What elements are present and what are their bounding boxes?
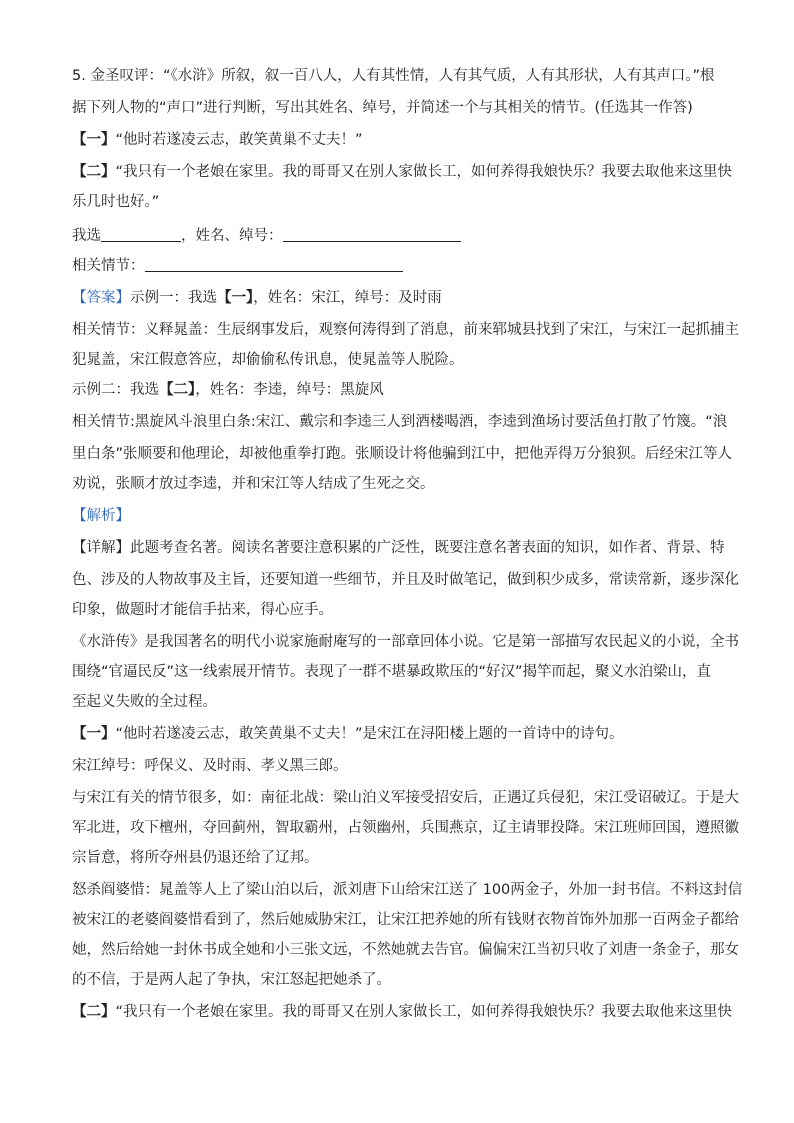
analysis-p2-2: 围绕“官逼民反”这一线索展开情节。表现了一群不堪暴政欺压的“好汉”揭竿而起，聚义水泊梁山，直 — [72, 664, 712, 680]
analysis-p7-text: “我只有一个老娘在家里。我的哥哥又在别人家做长工，如何养得我娘快乐？我要去取他来这里快 — [115, 1004, 733, 1020]
analysis-p2-1: 《水浒传》是我国著名的明代小说家施耐庵写的一部章回体小说。它是第一部描写农民起义的小说，全书 — [72, 634, 739, 650]
example-one-plot-2: 犯晁盖，宋江假意答应，却偷偷私传讯息，使晁盖等人脱险。 — [72, 352, 464, 368]
answer-tag: 【答案】 — [72, 290, 130, 306]
option-one — [72, 130, 363, 150]
analysis-p7-tag: 【二】 — [72, 1004, 116, 1020]
fill-name-label: ，姓名、绰号： — [181, 228, 283, 244]
analysis-p3-tag: 【一】 — [72, 726, 116, 742]
option-two — [72, 162, 732, 182]
example-one-prefix: 示例一：我选 — [130, 290, 217, 306]
fill-line-plot — [72, 256, 403, 276]
example-two-plot-2: 里白条”张顺要和他理论，却被他重拳打跑。张顺设计将他骗到江中，把他弄得万分狼狈。后经宋江等人 — [72, 446, 733, 462]
option-two-continued: 乐几时也好。” — [72, 194, 160, 210]
analysis-p1-1-text: 此题考查名著。阅读名著要注意积累的广泛性，既要注意名著表面的知识，如作者、背景、特 — [130, 540, 725, 556]
option-one-text: “他时若遂凌云志，敢笑黄巢不丈夫！” — [115, 132, 363, 148]
analysis-p5-3: 宗旨意，将所夺州县仍退还给了辽邦。 — [72, 850, 319, 866]
example-two-plot-3: 劝说，张顺才放过李逵，并和宋江等人结成了生死之交。 — [72, 476, 435, 492]
analysis-p7 — [72, 1002, 732, 1022]
analysis-tag: 【解析】 — [72, 508, 130, 524]
plot-blank[interactable] — [145, 257, 403, 272]
analysis-p1-2: 色、涉及的人物故事及主旨，还要知道一些细节，并且及时做笔记，做到积少成多，常读常新，逐步深化 — [72, 572, 739, 588]
analysis-p6-2: 被宋江的老婆阎婆惜看到了，然后她威胁宋江，让宋江把养她的所有钱财衣物首饰外加那一百两金子都给 — [72, 912, 739, 928]
name-alias-blank[interactable] — [283, 227, 461, 242]
example-two-pick: 【二】 — [159, 382, 196, 398]
example-one-rest: ，姓名：宋江，绰号：及时雨 — [253, 290, 442, 306]
option-one-tag: 【一】 — [72, 132, 116, 148]
example-two-prefix: 示例二：我选 — [72, 382, 159, 398]
analysis-p6-1: 怒杀阎婆惜：晁盖等人上了梁山泊以后，派刘唐下山给宋江送了 100两金子，外加一封书信。不料这封信 — [72, 882, 743, 898]
detail-tag: 【详解】 — [72, 540, 130, 556]
analysis-p6-4: 的不信，于是两人起了争执，宋江怒起把她杀了。 — [72, 972, 391, 988]
analysis-p1-3: 印象，做题时才能信手拈来，得心应手。 — [72, 602, 333, 618]
example-one-plot-1: 相关情节：义释晁盖：生辰纲事发后，观察何涛得到了消息，前来郓城县找到了宋江，与宋江一起抓捕主 — [72, 322, 739, 338]
question-line-1: 5. 金圣叹评：“《水浒》所叙，叙一百八人，人有其性情，人有其气质，人有其形状，人有其声口。”根 — [72, 68, 715, 84]
choice-blank[interactable] — [101, 227, 181, 242]
fill-line-choice — [72, 226, 461, 246]
fill-plot-label: 相关情节： — [72, 258, 145, 274]
analysis-p2-3: 至起义失败的全过程。 — [72, 694, 217, 710]
example-two-rest: ，姓名：李逵，绰号：黑旋风 — [195, 382, 384, 398]
question-line-2: 据下列人物的“声口”进行判断，写出其姓名、绰号，并简述一个与其相关的情节。(任选其一作答) — [72, 100, 693, 116]
answer-example-one — [72, 288, 442, 308]
option-two-tag: 【二】 — [72, 164, 116, 180]
analysis-p1-1 — [72, 538, 725, 558]
analysis-p5-2: 军北进，攻下檀州，夺回蓟州，智取霸州，占领幽州，兵围燕京，辽主请罪投降。宋江班师回国，遵照徽 — [72, 820, 739, 836]
option-two-text: “我只有一个老娘在家里。我的哥哥又在别人家做长工，如何养得我娘快乐？我要去取他来这里快 — [115, 164, 733, 180]
answer-example-two — [72, 380, 384, 400]
analysis-p4: 宋江绰号：呼保义、及时雨、孝义黑三郎。 — [72, 758, 348, 774]
fill-choice-label: 我选 — [72, 228, 101, 244]
analysis-p5-1: 与宋江有关的情节很多，如：南征北战：梁山泊义军接受招安后，正遇辽兵侵犯，宋江受诏破辽。于是大 — [72, 790, 739, 806]
analysis-p3 — [72, 724, 624, 744]
example-two-plot-1: 相关情节:黑旋风斗浪里白条:宋江、戴宗和李逵三人到酒楼喝酒，李逵到渔场讨要活鱼打散了竹篾。“浪 — [72, 414, 728, 430]
analysis-p3-text: “他时若遂凌云志，敢笑黄巢不丈夫！”是宋江在浔阳楼上题的一首诗中的诗句。 — [115, 726, 624, 742]
analysis-p6-3: 她，然后给她一封休书成全她和小三张文远，不然她就去告官。偏偏宋江当初只收了刘唐一条金子，那女 — [72, 942, 739, 958]
example-one-pick: 【一】 — [217, 290, 254, 306]
